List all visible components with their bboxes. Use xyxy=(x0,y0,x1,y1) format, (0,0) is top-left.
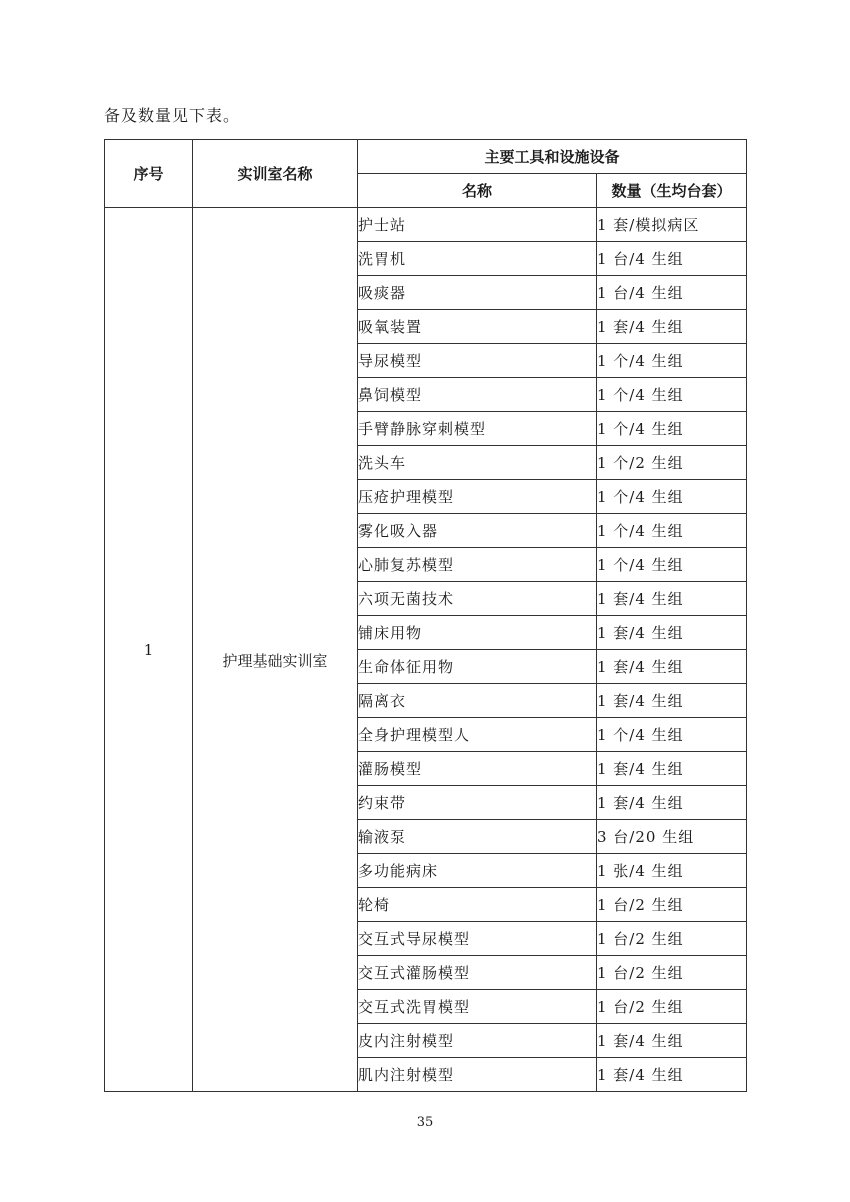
equipment-quantity: 1 张/4 生组 xyxy=(597,854,747,888)
equipment-name: 铺床用物 xyxy=(358,616,597,650)
equipment-quantity: 1 套/4 生组 xyxy=(597,684,747,718)
equipment-name: 导尿模型 xyxy=(358,344,597,378)
equipment-quantity: 1 套/4 生组 xyxy=(597,1024,747,1058)
equipment-name: 六项无菌技术 xyxy=(358,582,597,616)
equipment-quantity: 1 个/4 生组 xyxy=(597,548,747,582)
equipment-name: 多功能病床 xyxy=(358,854,597,888)
equipment-quantity: 3 台/20 生组 xyxy=(597,820,747,854)
equipment-quantity: 1 套/模拟病区 xyxy=(597,208,747,242)
equipment-quantity: 1 套/4 生组 xyxy=(597,752,747,786)
equipment-name: 约束带 xyxy=(358,786,597,820)
equipment-name: 洗头车 xyxy=(358,446,597,480)
equipment-quantity: 1 个/4 生组 xyxy=(597,480,747,514)
equipment-quantity: 1 台/2 生组 xyxy=(597,922,747,956)
equipment-quantity: 1 台/4 生组 xyxy=(597,242,747,276)
equipment-quantity: 1 台/2 生组 xyxy=(597,990,747,1024)
equipment-name: 手臂静脉穿刺模型 xyxy=(358,412,597,446)
table-row xyxy=(105,208,747,242)
header-name: 名称 xyxy=(358,174,597,208)
equipment-name: 洗胃机 xyxy=(358,242,597,276)
equipment-name: 交互式灌肠模型 xyxy=(358,956,597,990)
equipment-quantity: 1 个/4 生组 xyxy=(597,412,747,446)
equipment-quantity: 1 套/4 生组 xyxy=(597,1058,747,1092)
equipment-name: 灌肠模型 xyxy=(358,752,597,786)
equipment-name: 生命体征用物 xyxy=(358,650,597,684)
equipment-quantity: 1 台/4 生组 xyxy=(597,276,747,310)
equipment-name: 吸痰器 xyxy=(358,276,597,310)
row-index: 1 xyxy=(105,208,193,1092)
intro-paragraph: 备及数量见下表。 xyxy=(104,106,241,125)
equipment-quantity: 1 套/4 生组 xyxy=(597,616,747,650)
equipment-quantity: 1 个/4 生组 xyxy=(597,344,747,378)
header-room: 实训室名称 xyxy=(193,140,358,208)
equipment-name: 肌内注射模型 xyxy=(358,1058,597,1092)
equipment-name: 隔离衣 xyxy=(358,684,597,718)
header-quantity: 数量（生均台套） xyxy=(597,174,747,208)
equipment-quantity: 1 套/4 生组 xyxy=(597,650,747,684)
equipment-quantity: 1 套/4 生组 xyxy=(597,786,747,820)
equipment-name: 雾化吸入器 xyxy=(358,514,597,548)
equipment-name: 交互式洗胃模型 xyxy=(358,990,597,1024)
equipment-quantity: 1 台/2 生组 xyxy=(597,888,747,922)
page-number: 35 xyxy=(416,1115,434,1130)
equipment-quantity: 1 套/4 生组 xyxy=(597,310,747,344)
equipment-name: 护士站 xyxy=(358,208,597,242)
header-index: 序号 xyxy=(105,140,193,208)
equipment-name: 输液泵 xyxy=(358,820,597,854)
equipment-quantity: 1 个/2 生组 xyxy=(597,446,747,480)
equipment-name: 皮内注射模型 xyxy=(358,1024,597,1058)
equipment-name: 压疮护理模型 xyxy=(358,480,597,514)
equipment-name: 全身护理模型人 xyxy=(358,718,597,752)
equipment-name: 轮椅 xyxy=(358,888,597,922)
equipment-name: 吸氧装置 xyxy=(358,310,597,344)
equipment-quantity: 1 台/2 生组 xyxy=(597,956,747,990)
room-name: 护理基础实训室 xyxy=(193,208,358,1092)
equipment-name: 心肺复苏模型 xyxy=(358,548,597,582)
equipment-quantity: 1 套/4 生组 xyxy=(597,582,747,616)
equipment-name: 交互式导尿模型 xyxy=(358,922,597,956)
equipment-name: 鼻饲模型 xyxy=(358,378,597,412)
equipment-quantity: 1 个/4 生组 xyxy=(597,378,747,412)
equipment-table xyxy=(104,139,747,1092)
header-equipment-group: 主要工具和设施设备 xyxy=(358,140,747,174)
equipment-quantity: 1 个/4 生组 xyxy=(597,514,747,548)
equipment-quantity: 1 个/4 生组 xyxy=(597,718,747,752)
